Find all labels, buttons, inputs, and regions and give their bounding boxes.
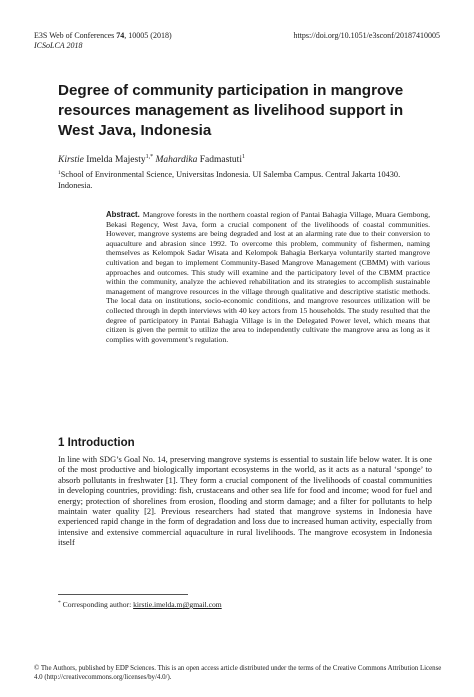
author-given-name: Kirstie [58,155,84,165]
abstract-text: Mangrove forests in the northern coastal region of Pantai Bahagia Village, Muara Gembong, Bekasi Regency, West Java, form a crucial component of the livelihoods of coastal communities. However, mangrove systems are being degraded and lost at an alarming rate due to their conversion to aquaculture and abrasion since 1992. To overcome this problem, community of fishermen, naming themselves as Kelompok Sadar Wisata and Kelompok Bahagia Berkarya voluntarily started mangrove cultivation and began to implement Community-Based Mangrove Management (CBMM) with various approaches and outcomes. This study will examine and the participatory level of the CBMM practice within the community, analyze the achieved rehabilitation and its strategies to accomplish sustainable management of mangrove resources in the village through qualitative and descriptive statistic methods. The local data on institutions, socio-economic conditions, and mangrove resources utilization will be collected through in depth interviews with 40 key actors from 15 households. The study resulted that the degree of participatory in Pantai Bahagia Village is in the Delegated Power level, which means that citizen is given the permit to utilize the area to independently cultivate the mangrove area as long as it complies with government’s regulation. [106,210,430,344]
author-family-name: Fadmastuti [197,155,242,165]
corresponding-email-link[interactable]: kirstie.imelda.m@gmail.com [133,600,222,609]
introduction-paragraph: In line with SDG’s Goal No. 14, preserving mangrove systems is essential to sustain life below water. It is one of the most productive and biologically important ecosystems in the world, as it acts as a natural ‘sponge’ to absorb pollutants in freshwater [1]. They form a crucial component of the livelihoods of coastal communities in developing countries, providing: fish, crustaceans and other sea life for food and income; wood for fuel and energy; protection of shorelines from erosion, flooding and storm damage; and a filter for pollutants to help maintain water quality [2]. Previous researchers had stated that mangrove systems in Indonesia have experienced rapid change in the form of degradation and loss due to increased human activity, especially from intensive and extensive commercial aquaculture in rural livelihoods. The mangrove ecosystem in Indonesia itself [58,455,432,548]
article-number: , 10005 (2018) [124,31,172,40]
paper-title: Degree of community participation in mangrove resources management as livelihood support in West Java, Indonesia [58,82,404,139]
journal-volume: 74 [116,31,125,40]
doi-link[interactable]: https://doi.org/10.1051/e3sconf/20187410005 [293,31,440,40]
author-given-name: Mahardika [155,155,198,165]
journal-citation [34,31,172,51]
footnote-label: Corresponding author: [60,600,134,609]
affiliation-text: School of Environmental Science, Universitas Indonesia. UI Salemba Campus. Central Jakarta 10430. Indonesia. [58,170,401,190]
conference-series: ICSoLCA 2018 [34,41,83,50]
affiliation [58,168,433,191]
affiliation-marker: 1 [58,170,61,176]
running-header [34,31,440,51]
author-family-name: Imelda Majesty [83,155,146,165]
footnote-divider [58,594,188,595]
footnote-marker: * [58,600,61,606]
author-affiliation-marker: 1 [241,154,245,160]
abstract-label: Abstract. [106,210,140,219]
footnote [58,598,432,610]
section-heading: 1 Introduction [58,437,135,449]
license-notice: © The Authors, published by EDP Sciences. This is an open access article distributed under the terms of the Creative Commons Attribution License 4.0 (http://creativecommons.org/licenses/by/4.0/). [34,665,442,681]
author-list [58,151,438,166]
author-affiliation-marker: 1,* [145,154,154,160]
journal-name: E3S Web of Conferences [34,31,115,40]
abstract [106,210,430,344]
